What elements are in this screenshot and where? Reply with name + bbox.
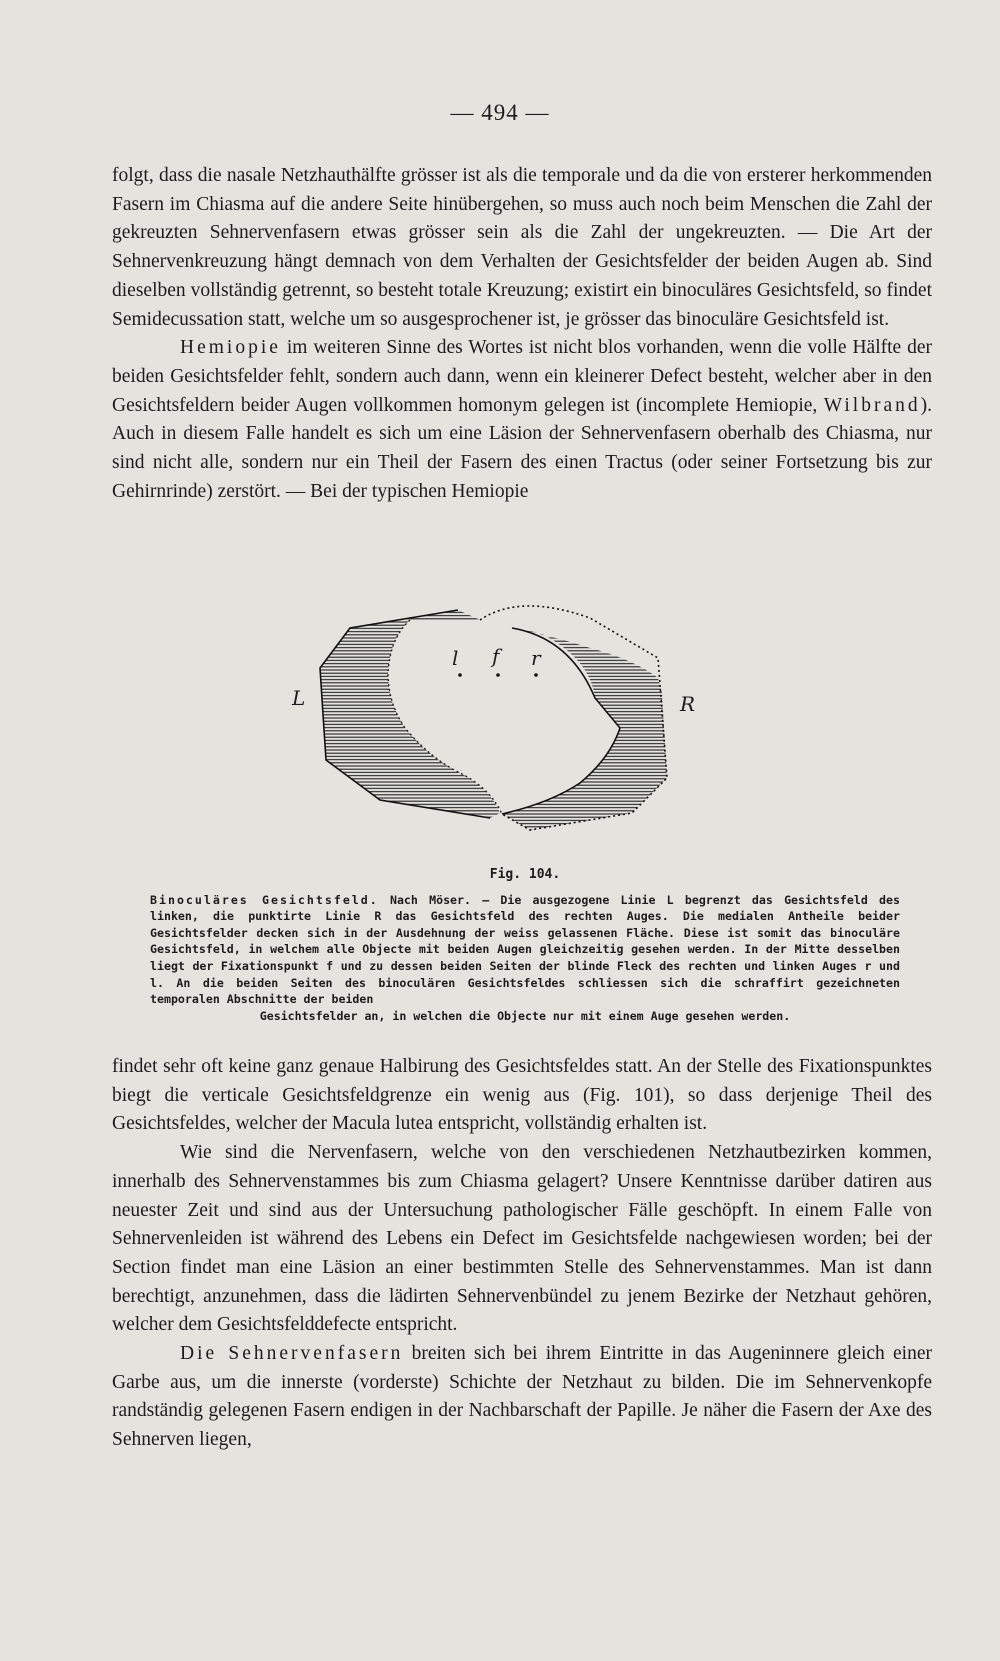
caption-body: Nach Möser. — Die ausgezogene Linie L begrenzt das Gesichtsfeld des linken, die punktirte Linie R das Gesichtsfeld des rechten Auges. Die medialen Antheile beider Gesichtsfelder decken sich in der Ausdehnung der weiss gelassenen Fläche. Diese ist somit das binoculäre Gesichtsfeld, in welchem alle Objecte mit beiden Augen gleichzeitig gesehen werden. In der Mitte desselben liegt der Fixationspunkt f und zu dessen beiden Seiten der blinde Fleck des rechten und linken Auges r und l. An die beiden Seiten des binoculären Gesichtsfeldes schliessen sich die schraffirt gezeichneten temporalen Abschnitte der beiden xyxy=(150,892,900,1007)
text-block-bottom xyxy=(112,1053,932,1455)
emphasized-term: Hemiopie xyxy=(180,337,281,359)
left-temporal-field xyxy=(320,610,500,818)
paragraph-text: im weiteren Sinne des Wortes ist nicht blos vorhanden, wenn die volle Hälfte der beiden Gesichtsfelder fehlt, sondern auch dann, wenn ein kleinerer Defect besteht, welcher aber in den Gesichtsfeldern beider Augen vollkommen homonym gelegen ist (incomplete Hemiopie, xyxy=(112,337,932,416)
label-left-eye: L xyxy=(292,686,306,710)
figure-binocular-field xyxy=(290,598,730,868)
paragraph-text: ). Auch in diesem Falle handelt es sich um eine Läsion der Sehnervenfasern oberhalb des Chiasma, nur sind nicht alle, sondern nur ein Theil der Fasern des einen Tractus (oder seiner Fortsetzung bis zur Gehirnrinde) zerstört. — Bei der typischen Hemiopie xyxy=(112,394,932,502)
paragraph: folgt, dass die nasale Netzhauthälfte grösser ist als die temporale und da die von ersterer herkommenden Fasern im Chiasma auf die andere Seite hinübergehen, so muss auch noch beim Menschen die Zahl der gekreuzten Sehnervenfasern etwas grösser sein als die Zahl der ungekreuzten. — Die Art der Sehnervenkreuzung hängt demnach von dem Verhalten der Gesichtsfelder der beiden Augen ab. Sind dieselben vollständig getrennt, so besteht totale Kreuzung; existirt ein binoculäres Gesichtsfeld, so findet Semidecussation statt, welche um so ausgesprochener ist, je grösser das binoculäre Gesichtsfeld ist. xyxy=(112,165,932,330)
blind-spot-right xyxy=(534,673,538,677)
label-blind-spot-left: l xyxy=(452,646,459,670)
page-number: — 494 — xyxy=(450,100,550,125)
right-temporal-field xyxy=(502,628,667,830)
author-name: Wilbrand xyxy=(823,394,921,416)
caption-title: Binoculäres Gesichtsfeld. xyxy=(150,892,379,907)
blind-spot-left xyxy=(458,673,462,677)
paragraph: findet sehr oft keine ganz genaue Halbirung des Gesichtsfeldes statt. An der Stelle des Fixationspunktes biegt die verticale Gesichtsfeldgrenze ein wenig aus (Fig. 101), so dass derjenige Theil des Gesichtsfeldes, welcher der Macula lutea entspricht, vollständig erhalten ist. xyxy=(112,1056,932,1135)
visual-field-diagram xyxy=(290,598,730,868)
caption-text xyxy=(150,892,900,1008)
label-blind-spot-right: r xyxy=(531,646,541,670)
fixation-point xyxy=(496,673,500,677)
emphasized-term: Die Sehnervenfasern xyxy=(180,1343,404,1365)
caption-last-line: Gesichtsfelder an, in welchen die Objecte nur mit einem Auge gesehen werden. xyxy=(259,1008,791,1023)
paragraph-text: breiten sich bei ihrem Eintritte in das Augeninnere gleich einer Garbe aus, um die innerste (vorderste) Schichte der Netzhaut zu bilden. Die im Sehnervenkopfe randständig gelegenen Fasern endigen in der Nachbarschaft der Papille. Je näher die Fasern der Axe des Sehnerven liegen, xyxy=(112,1343,932,1451)
label-right-eye: R xyxy=(680,692,696,716)
label-fixation: f xyxy=(492,644,500,668)
paragraph xyxy=(112,334,932,506)
paragraph xyxy=(112,1340,932,1455)
paragraph: Wie sind die Nervenfasern, welche von den verschiedenen Netzhautbezirken kommen, innerhalb des Sehnervenstammes bis zum Chiasma gelagert? Unsere Kenntnisse darüber datiren aus neuester Zeit und sind aus der Untersuchung pathologischer Fälle geschöpft. In einem Falle von Sehnervenleiden ist während des Lebens ein Defect im Gesichtsfelde nachgewiesen worden; bei der Section findet man eine Läsion an einer bestimmten Stelle des Sehnervenstammes. Man ist dann berechtigt, anzunehmen, dass die lädirten Sehnervenbündel zu jenem Bezirke der Netzhaut gehören, welcher dem Gesichtsfelddefecte entspricht. xyxy=(112,1142,932,1336)
text-block-top xyxy=(112,162,932,506)
figure-number: Fig. 104. xyxy=(489,867,561,882)
figure-caption xyxy=(150,867,900,1024)
